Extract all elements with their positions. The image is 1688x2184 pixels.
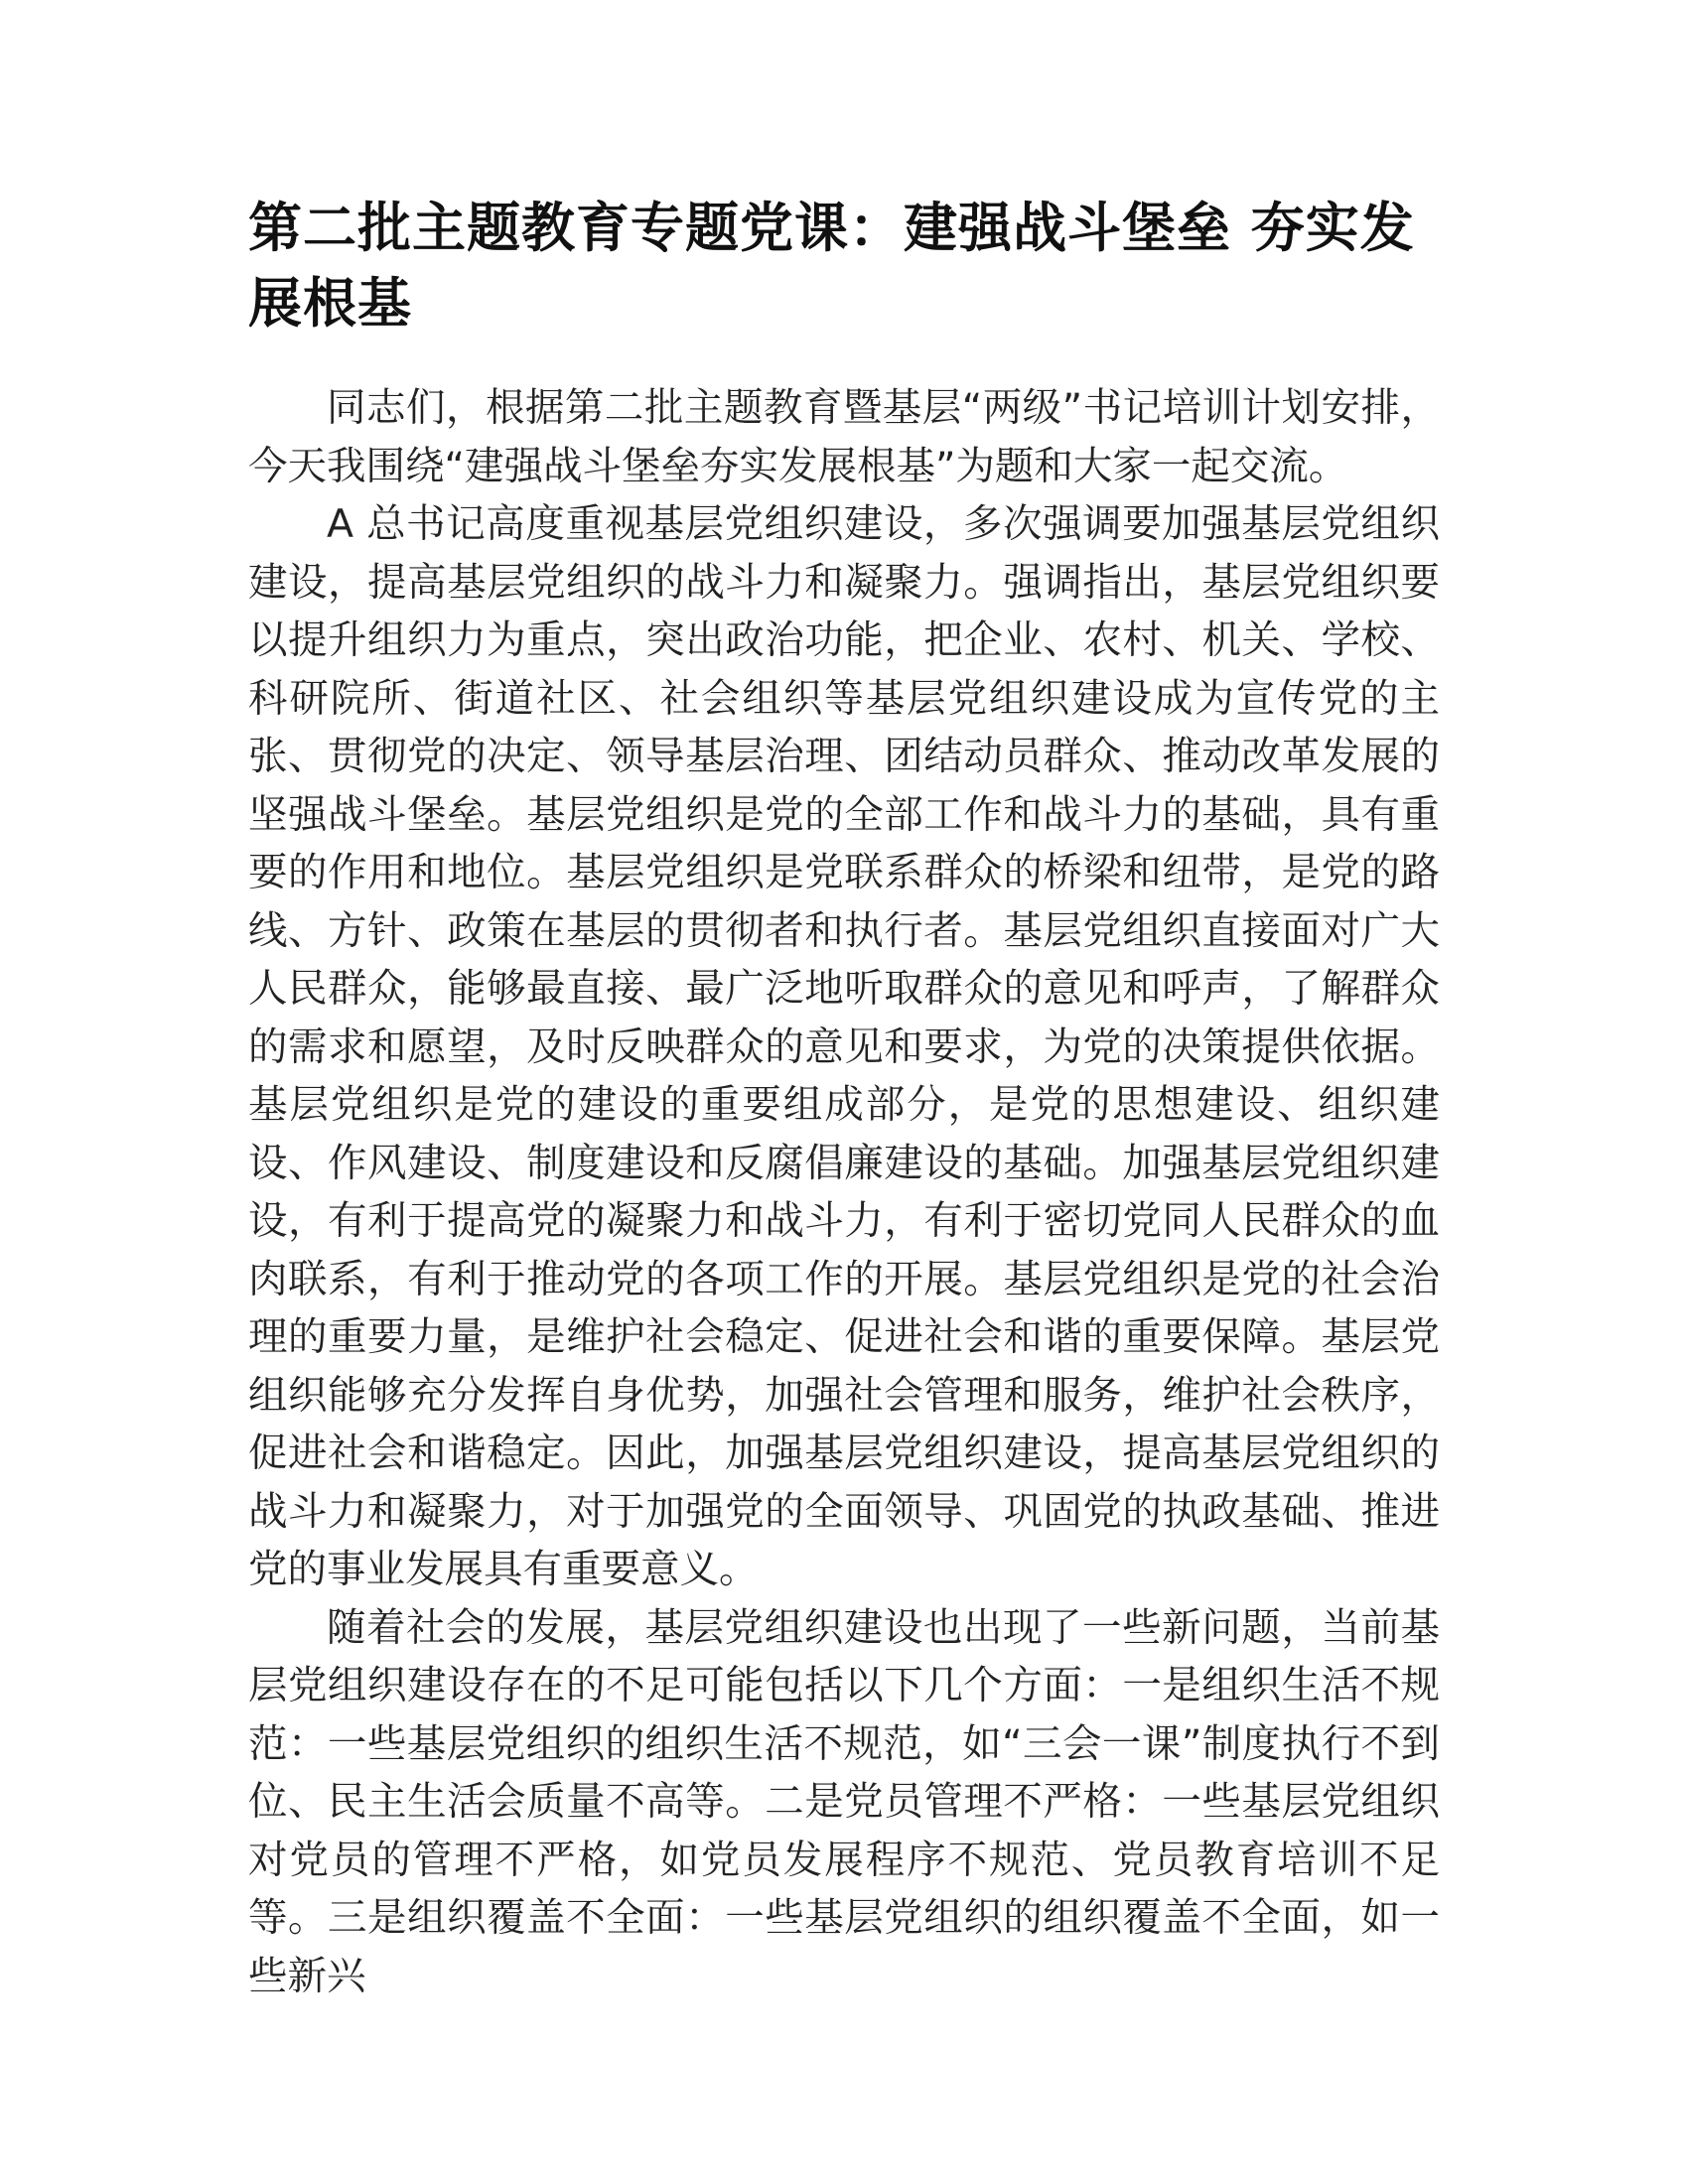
paragraph-importance: A 总书记高度重视基层党组织建设，多次强调要加强基层党组织建设，提高基层党组织的战斗力和凝聚力。强调指出，基层党组织要以提升组织力为重点，突出政治功能，把企业、农村、机关、学校、科研院所、街道社区、社会组织等基层党组织建设成为宣传党的主张、贯彻党的决定、领导基层治理、团结动员群众、推动改革发展的坚强战斗堡垒。基层党组织是党的全部工作和战斗力的基础，具有重要的作用和地位。基层党组织是党联系群众的桥梁和纽带，是党的路线、方针、政策在基层的贯彻者和执行者。基层党组织直接面对广大人民群众，能够最直接、最广泛地听取群众的意见和呼声，了解群众的需求和愿望，及时反映群众的意见和要求，为党的决策提供依据。基层党组织是党的建设的重要组成部分，是党的思想建设、组织建设、作风建设、制度建设和反腐倡廉建设的基础。加强基层党组织建设，有利于提高党的凝聚力和战斗力，有利于密切党同人民群众的血肉联系，有利于推动党的各项工作的开展。基层党组织是党的社会治理的重要力量，是维护社会稳定、促进社会和谐的重要保障。基层党组织能够充分发挥自身优势，加强社会管理和服务，维护社会秩序，促进社会和谐稳定。因此，加强基层党组织建设，提高基层党组织的战斗力和凝聚力，对于加强党的全面领导、巩固党的执政基础、推进党的事业发展具有重要意义。 bbox=[248, 501, 1440, 1592]
document-title: 第二批主题教育专题党课：建强战斗堡垒 夯实发展根基 bbox=[248, 197, 1415, 335]
paragraph-problems: 随着社会的发展，基层党组织建设也出现了一些新问题，当前基层党组织建设存在的不足可能包括以下几个方面：一是组织生活不规范：一些基层党组织的组织生活不规范，如“三会一课”制度执行不到位、民主生活会质量不高等。二是党员管理不严格：一些基层党组织对党员的管理不严格，如党员发展程序不规范、党员教育培训不足等。三是组织覆盖不全面：一些基层党组织的组织覆盖不全面，如一些新兴 bbox=[248, 1604, 1440, 1999]
document-body bbox=[248, 191, 1440, 2005]
paragraph-opening: 同志们，根据第二批主题教育暨基层“两级”书记培训计划安排，今天我围绕“建强战斗堡垒夯实发展根基”为题和大家一起交流。 bbox=[248, 385, 1440, 489]
